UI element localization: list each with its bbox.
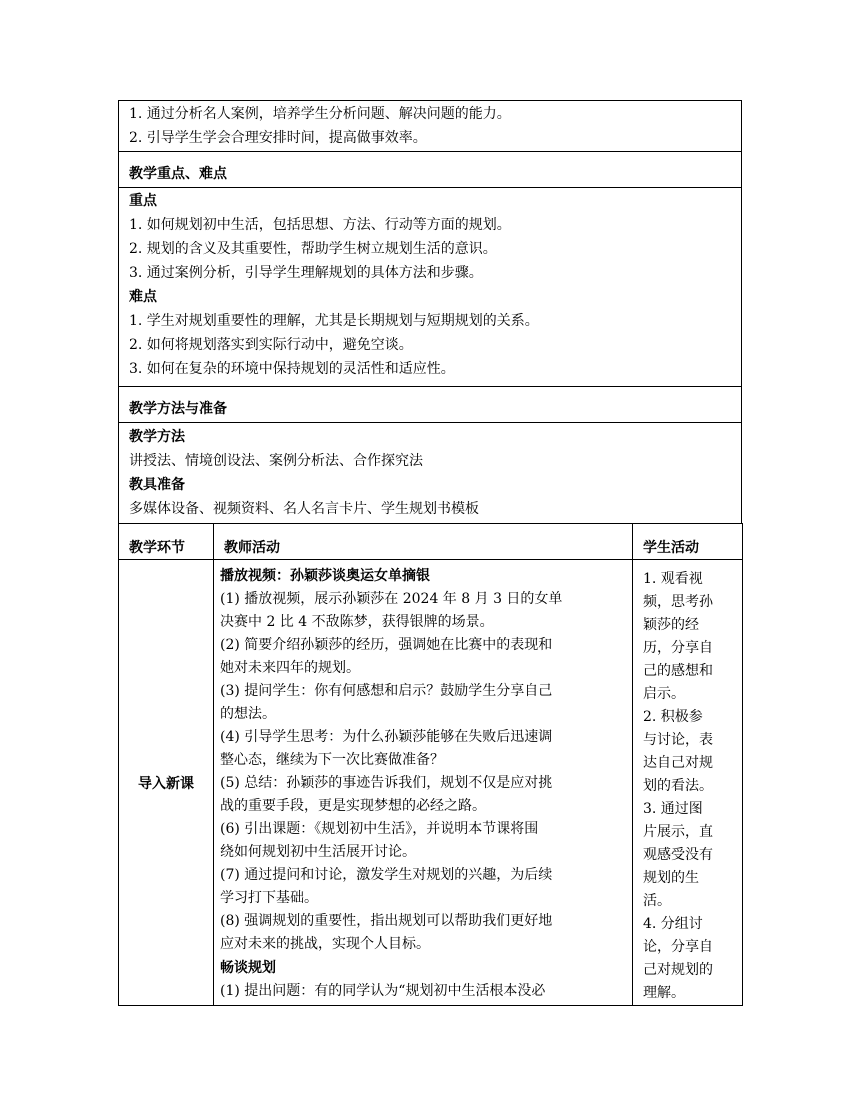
activity-table bbox=[118, 523, 743, 1006]
methods-label: 教学方法 bbox=[129, 429, 185, 445]
student-activity-list bbox=[633, 560, 742, 1005]
lesson-plan-document bbox=[118, 100, 742, 1006]
objectives-block bbox=[118, 100, 742, 152]
teacher-activity-list bbox=[214, 588, 632, 956]
key-points-header bbox=[118, 152, 742, 188]
student-activity-line: 达自己对规 bbox=[643, 755, 713, 771]
student-activity-line: 论，分享自 bbox=[643, 939, 713, 955]
teacher-activity-line: (1) 提出问题：有的同学认为“规划初中生活根本没必 bbox=[220, 983, 546, 999]
teacher-activity-line: 的想法。 bbox=[220, 706, 276, 722]
methods-title: 教学方法与准备 bbox=[129, 401, 227, 417]
difficult-item: 3. 如何在复杂的环境中保持规划的灵活性和适应性。 bbox=[129, 361, 455, 377]
table-header-row bbox=[119, 524, 743, 560]
teacher-activity-line: 学习打下基础。 bbox=[220, 890, 318, 906]
table-row bbox=[119, 560, 743, 1006]
student-activity-line: 2. 积极参 bbox=[643, 709, 703, 725]
col-header-student: 学生活动 bbox=[633, 524, 743, 560]
teacher-section-title-2: 畅谈规划 bbox=[220, 960, 276, 976]
teacher-activity-line: (6) 引出课题：《规划初中生活》，并说明本节课将围 bbox=[220, 821, 539, 837]
teacher-activity-line: (5) 总结：孙颖莎的事迹告诉我们，规划不仅是应对挑 bbox=[220, 775, 553, 791]
tools-text: 多媒体设备、视频资料、名人名言卡片、学生规划书模板 bbox=[129, 501, 479, 517]
student-activity-line: 片展示，直 bbox=[643, 824, 713, 840]
difficult-label: 难点 bbox=[129, 289, 157, 305]
teacher-activity-line: (8) 强调规划的重要性，指出规划可以帮助我们更好地 bbox=[220, 913, 553, 929]
teacher-activity-line: (2) 简要介绍孙颖莎的经历，强调她在比赛中的表现和 bbox=[220, 637, 553, 653]
student-activity-line: 规划的生 bbox=[643, 870, 699, 886]
key-points-title: 教学重点、难点 bbox=[129, 166, 227, 182]
objective-item: 1. 通过分析名人案例，培养学生分析问题、解决问题的能力。 bbox=[129, 106, 511, 122]
student-activity-line: 颖莎的经 bbox=[643, 617, 699, 633]
student-activity-cell bbox=[633, 560, 743, 1006]
student-activity-line: 己的感想和 bbox=[643, 663, 713, 679]
student-activity-line: 4. 分组讨 bbox=[643, 916, 703, 932]
student-activity-line: 3. 通过图 bbox=[643, 801, 703, 817]
section-name: 导入新课 bbox=[119, 560, 214, 1006]
teacher-activity-line: 战的重要手段，更是实现梦想的必经之路。 bbox=[220, 798, 486, 814]
student-activity-line: 划的看法。 bbox=[643, 778, 713, 794]
teacher-activity-line: 应对未来的挑战，实现个人目标。 bbox=[220, 936, 430, 952]
student-activity-line: 频，思考孙 bbox=[643, 594, 713, 610]
teacher-activity-line: 整心态，继续为下一次比赛做准备？ bbox=[220, 752, 444, 768]
key-item: 3. 通过案例分析，引导学生理解规划的具体方法和步骤。 bbox=[129, 265, 483, 281]
teacher-activity-line: (1) 播放视频，展示孙颖莎在 2024 年 8 月 3 日的女单 bbox=[220, 591, 563, 607]
teacher-activity-line: 决赛中 2 比 4 不敌陈梦，获得银牌的场景。 bbox=[220, 614, 494, 630]
teacher-activity-line: (7) 通过提问和讨论，激发学生对规划的兴趣，为后续 bbox=[220, 867, 553, 883]
key-points-block bbox=[118, 188, 742, 387]
teacher-activity-cell bbox=[214, 560, 633, 1006]
difficult-item: 2. 如何将规划落实到实际行动中，避免空谈。 bbox=[129, 337, 413, 353]
methods-text: 讲授法、情境创设法、案例分析法、合作探究法 bbox=[129, 453, 423, 469]
difficult-item: 1. 学生对规划重要性的理解，尤其是长期规划与短期规划的关系。 bbox=[129, 313, 539, 329]
methods-header bbox=[118, 387, 742, 423]
student-activity-line: 活。 bbox=[643, 893, 671, 909]
teacher-activity-line: (3) 提问学生：你有何感想和启示？鼓励学生分享自己 bbox=[220, 683, 553, 699]
col-header-stage: 教学环节 bbox=[119, 524, 214, 560]
student-activity-line: 理解。 bbox=[643, 985, 685, 1001]
teacher-section-title: 播放视频：孙颖莎谈奥运女单摘银 bbox=[220, 568, 430, 584]
student-activity-line: 1. 观看视 bbox=[643, 571, 703, 587]
col-header-teacher: 教师活动 bbox=[214, 524, 633, 560]
tools-label: 教具准备 bbox=[129, 477, 185, 493]
student-activity-line: 与讨论，表 bbox=[643, 732, 713, 748]
key-label: 重点 bbox=[129, 193, 157, 209]
student-activity-line: 历，分享自 bbox=[643, 640, 713, 656]
student-activity-line: 启示。 bbox=[643, 686, 685, 702]
objective-item: 2. 引导学生学会合理安排时间，提高做事效率。 bbox=[129, 130, 427, 146]
teacher-activity-line: 绕如何规划初中生活展开讨论。 bbox=[220, 844, 416, 860]
teacher-activity-line: (4) 引导学生思考：为什么孙颖莎能够在失败后迅速调 bbox=[220, 729, 553, 745]
key-item: 1. 如何规划初中生活，包括思想、方法、行动等方面的规划。 bbox=[129, 217, 511, 233]
student-activity-line: 己对规划的 bbox=[643, 962, 713, 978]
methods-block bbox=[118, 423, 742, 524]
key-item: 2. 规划的含义及其重要性，帮助学生树立规划生活的意识。 bbox=[129, 241, 497, 257]
teacher-activity-line: 她对未来四年的规划。 bbox=[220, 660, 360, 676]
student-activity-line: 观感受没有 bbox=[643, 847, 713, 863]
